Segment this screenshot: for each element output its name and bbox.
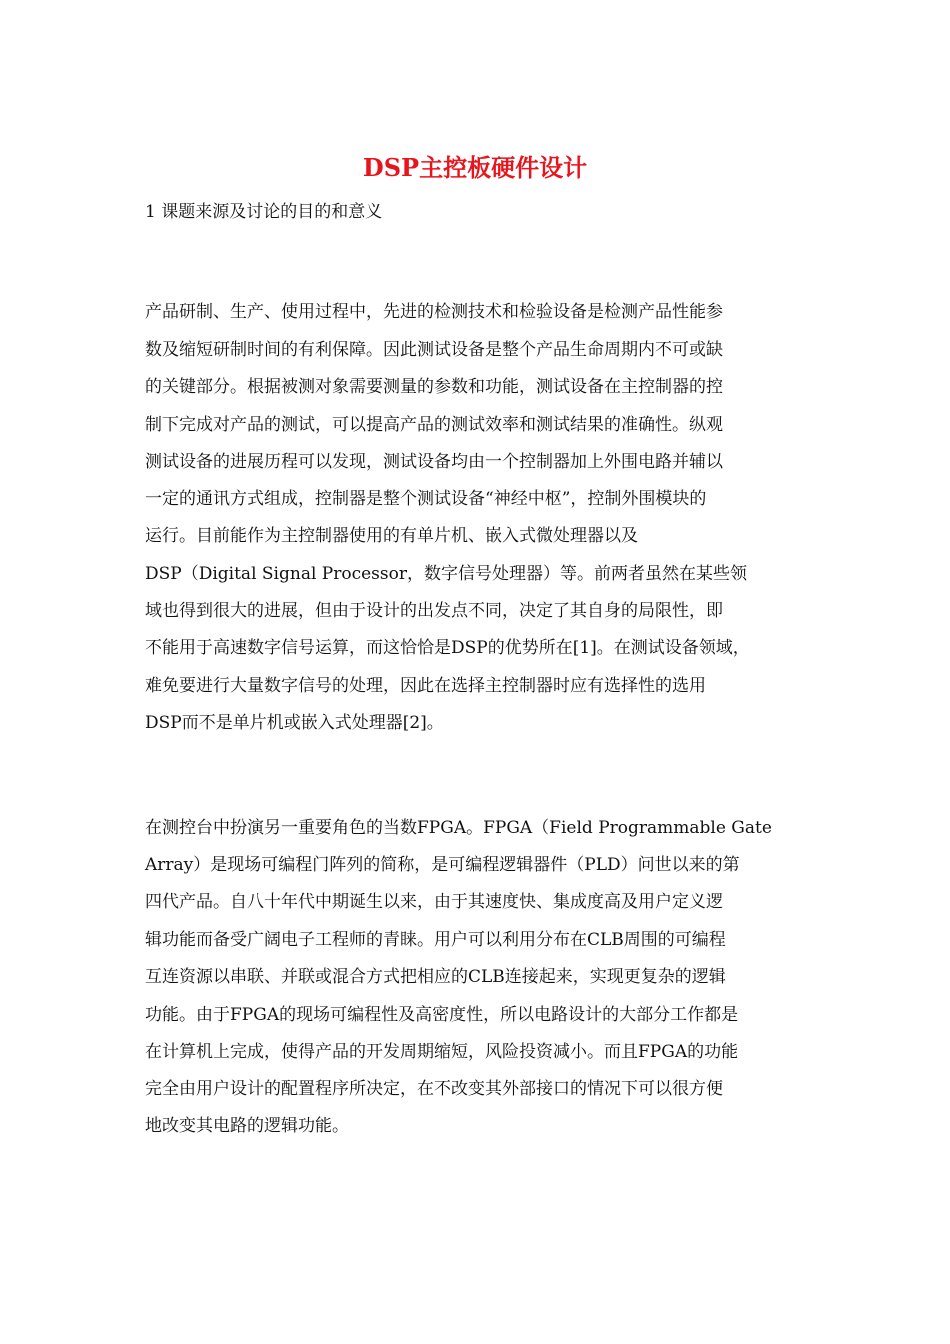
paragraph-2-line: 功能。由于FPGA的现场可编程性及高密度性，所以电路设计的大部分工作都是 bbox=[145, 1005, 739, 1025]
paragraph-1-line: 难免要进行大量数字信号的处理，因此在选择主控制器时应有选择性的选用 bbox=[145, 676, 706, 696]
paragraph-1-line: DSP而不是单片机或嵌入式处理器[2]。 bbox=[145, 713, 444, 733]
section-heading: 1 课题来源及讨论的目的和意义 bbox=[145, 202, 383, 222]
paragraph-1-line: 产品研制、生产、使用过程中，先进的检测技术和检验设备是检测产品性能参 bbox=[145, 302, 723, 322]
paragraph-1-line: 域也得到很大的进展，但由于设计的出发点不同，决定了其自身的局限性，即 bbox=[145, 601, 723, 621]
paragraph-1-line: 的关键部分。根据被测对象需要测量的参数和功能，测试设备在主控制器的控 bbox=[145, 377, 723, 397]
paragraph-2-line: 互连资源以串联、并联或混合方式把相应的CLB连接起来，实现更复杂的逻辑 bbox=[145, 967, 726, 987]
paragraph-2-line: 地改变其电路的逻辑功能。 bbox=[145, 1116, 349, 1136]
paragraph-2-line: 辑功能而备受广阔电子工程师的青睐。用户可以利用分布在CLB周围的可编程 bbox=[145, 930, 726, 950]
paragraph-1-line: 数及缩短研制时间的有利保障。因此测试设备是整个产品生命周期内不可或缺 bbox=[145, 340, 723, 360]
paragraph-2-line: 四代产品。自八十年代中期诞生以来，由于其速度快、集成度高及用户定义逻 bbox=[145, 892, 723, 912]
paragraph-2-line: Array）是现场可编程门阵列的简称，是可编程逻辑器件（PLD）问世以来的第 bbox=[145, 855, 740, 875]
paragraph-2-line: 在测控台中扮演另一重要角色的当数FPGA。FPGA（Field Programmable Gate bbox=[145, 818, 772, 838]
paragraph-1-line: 运行。目前能作为主控制器使用的有单片机、嵌入式微处理器以及 bbox=[145, 526, 638, 546]
paragraph-1-line: DSP（Digital Signal Processor，数字信号处理器）等。前两者虽然在某些领 bbox=[145, 564, 747, 584]
document-title: DSP主控板硬件设计 bbox=[362, 153, 588, 182]
paragraph-1-line: 不能用于高速数字信号运算，而这恰恰是DSP的优势所在[1]。在测试设备领域， bbox=[145, 638, 750, 658]
paragraph-1-line: 测试设备的进展历程可以发现，测试设备均由一个控制器加上外围电路并辅以 bbox=[145, 452, 723, 472]
paragraph-2-line: 在计算机上完成，使得产品的开发周期缩短，风险投资减小。而且FPGA的功能 bbox=[145, 1042, 739, 1062]
paragraph-1-line: 制下完成对产品的测试，可以提高产品的测试效率和测试结果的准确性。纵观 bbox=[145, 415, 723, 435]
paragraph-2-line: 完全由用户设计的配置程序所决定，在不改变其外部接口的情况下可以很方便 bbox=[145, 1079, 723, 1099]
paragraph-1-line: 一定的通讯方式组成，控制器是整个测试设备“神经中枢”，控制外围模块的 bbox=[145, 489, 707, 509]
